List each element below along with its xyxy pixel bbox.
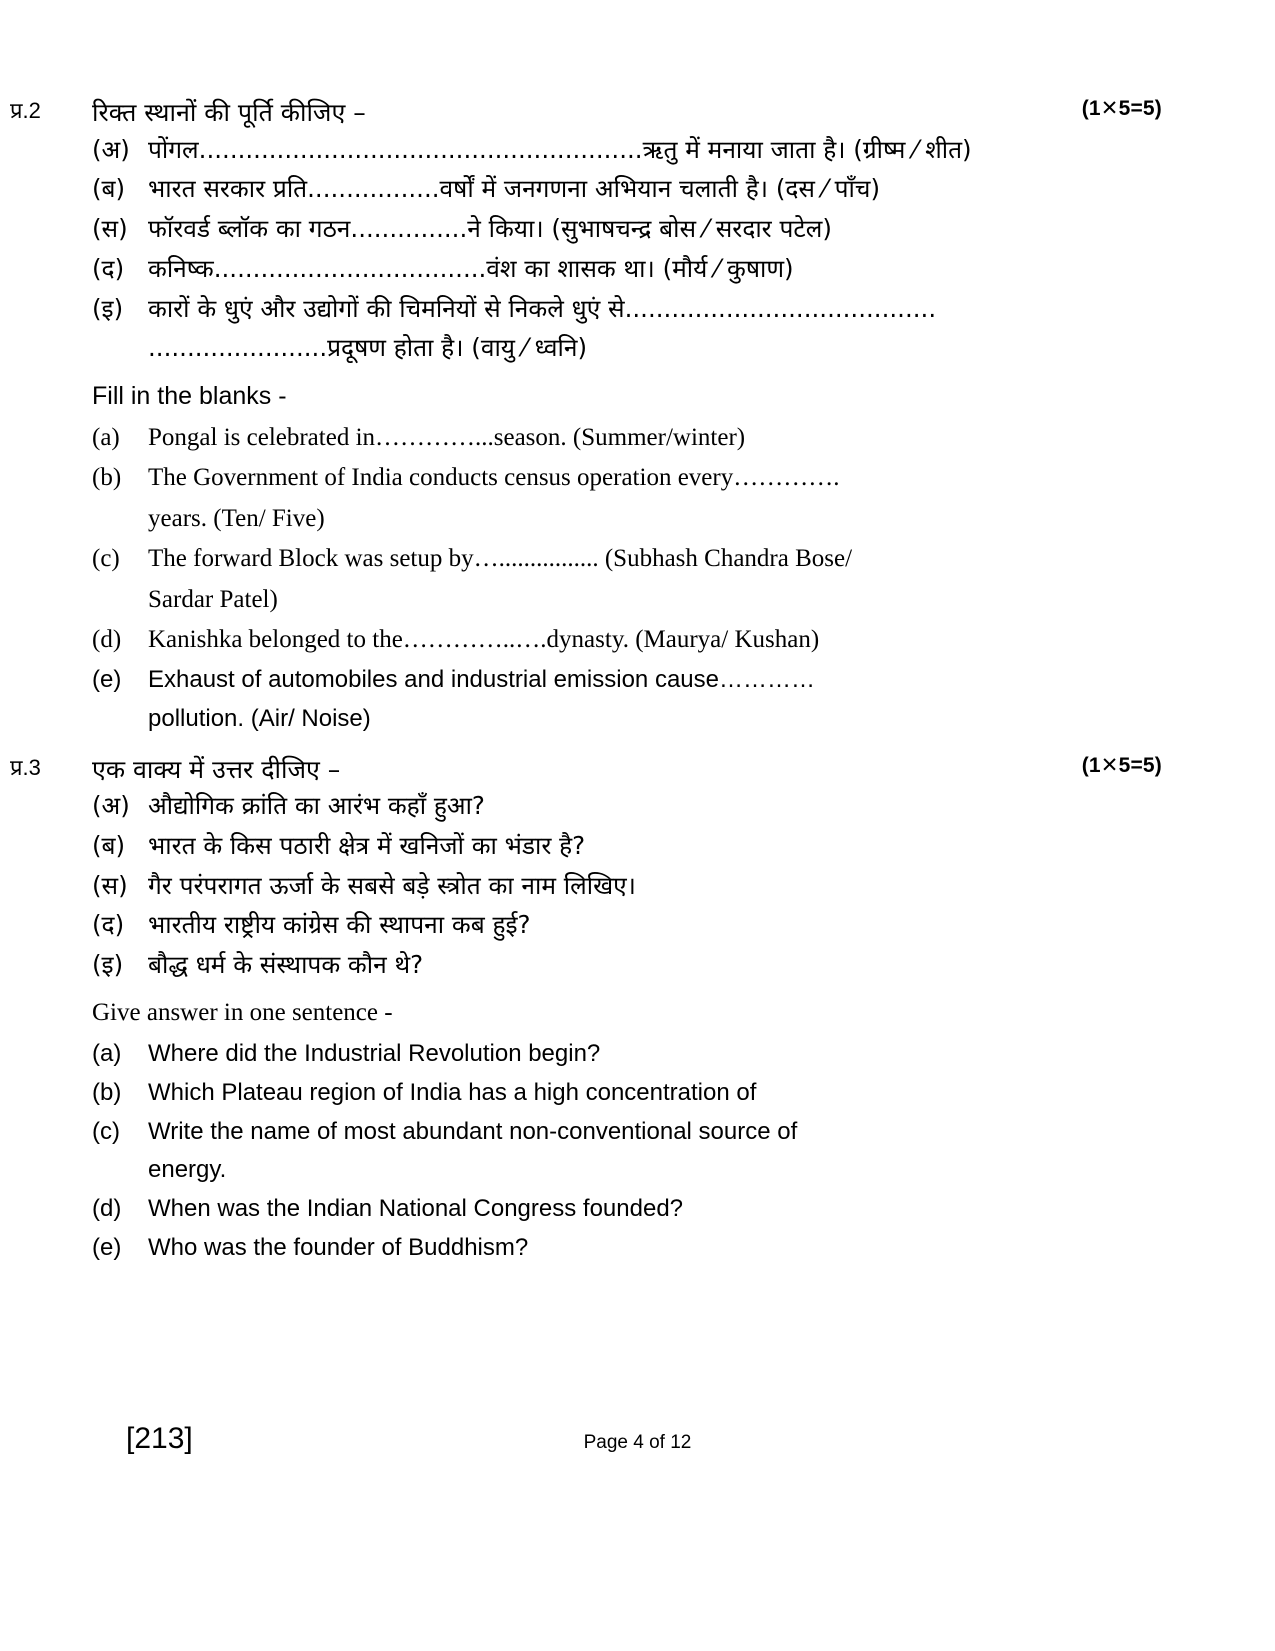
item-label: (e) (92, 1234, 122, 1262)
item-text: पोंगल.........................................................ऋतु में मनाया जाता है। (ग्रीष्म ⁄ शीत) (148, 134, 972, 164)
item-label: (द) (92, 253, 125, 283)
page-footer (0, 1424, 1275, 1484)
question-3-heading-row (0, 753, 1275, 787)
q2-item-en-b-continuation: years. (Ten/ Five) (148, 504, 325, 532)
item-label: (इ) (92, 293, 124, 323)
item-label: (ब) (92, 831, 126, 861)
item-label: (c) (92, 545, 120, 573)
item-text: फॉरवर्ड ब्लॉक का गठन...............ने किया। (सुभाषचन्द्र बोस ⁄ सरदार पटेल) (148, 214, 832, 244)
q2-item-en-e-continuation: pollution. (Air/ Noise) (148, 704, 371, 732)
item-label: (द) (92, 910, 125, 940)
q2-item-hi-e (92, 289, 1275, 329)
item-label: (अ) (92, 134, 130, 164)
page-number: Page 4 of 12 (583, 1432, 692, 1453)
item-label: (b) (92, 1078, 122, 1106)
q3-item-hi-e (92, 945, 1275, 985)
q3-item-en-c-continuation: energy. (148, 1156, 227, 1184)
item-text: औद्योगिक क्रांति का आरंभ कहाँ हुआ? (148, 791, 485, 821)
q2-item-hi-d (92, 249, 1275, 289)
item-text: कनिष्क...................................वंश का शासक था। (मौर्य ⁄ कुषाण) (148, 253, 794, 283)
q2-item-en-c (92, 539, 1275, 580)
item-text: Which Plateau region of India has a high concentration of (148, 1078, 757, 1106)
item-label: (स) (92, 870, 128, 900)
q3-item-en-d (92, 1190, 1275, 1229)
q2-item-hi-e-continuation: .......................प्रदूषण होता है। (वायु ⁄ ध्वनि) (148, 333, 588, 363)
q2-heading-english: Fill in the blanks - (92, 381, 287, 410)
item-text: Exhaust of automobiles and industrial emission cause………… (148, 665, 815, 693)
q3-heading-english: Give answer in one sentence - (92, 998, 393, 1026)
item-label: (a) (92, 1039, 122, 1067)
q3-item-en-b (92, 1074, 1275, 1113)
q2-item-hi-c (92, 209, 1275, 249)
question-2-heading-hindi: रिक्त स्थानों की पूर्ति कीजिए – (92, 98, 366, 127)
item-text: The forward Block was setup by…................ (Subhash Chandra Bose/ (148, 545, 853, 573)
item-text: Who was the founder of Buddhism? (148, 1234, 529, 1262)
question-2-number: प्र.2 (10, 98, 41, 123)
item-label: (d) (92, 1195, 122, 1223)
q3-item-en-e (92, 1229, 1275, 1268)
item-label: (अ) (92, 791, 130, 821)
item-label: (इ) (92, 950, 124, 980)
item-label: (स) (92, 214, 128, 244)
item-text: बौद्ध धर्म के संस्थापक कौन थे? (148, 950, 424, 980)
q3-item-en-a (92, 1035, 1275, 1074)
q2-item-en-d (92, 620, 1275, 661)
item-text: भारत के किस पठारी क्षेत्र में खनिजों का भंडार है? (148, 831, 586, 861)
q2-item-en-c-continuation: Sardar Patel) (148, 585, 278, 613)
item-text: भारतीय राष्ट्रीय कांग्रेस की स्थापना कब हुई? (148, 910, 531, 940)
item-text: Where did the Industrial Revolution begin? (148, 1039, 601, 1067)
page-content (0, 96, 1275, 1268)
question-3-number: प्र.3 (10, 754, 41, 780)
item-label: (e) (92, 665, 122, 693)
item-label: (ब) (92, 174, 126, 204)
item-text: The Government of India conducts census operation every…………. (148, 464, 840, 492)
q3-item-hi-b (92, 826, 1275, 866)
q3-item-hi-c (92, 866, 1275, 906)
paper-code: [213] (126, 1422, 193, 1455)
item-label: (a) (92, 423, 120, 451)
item-label: (b) (92, 464, 122, 492)
question-3-heading-hindi: एक वाक्य में उत्तर दीजिए – (92, 754, 341, 784)
question-2-heading-row (0, 96, 1275, 130)
q2-item-en-e (92, 661, 1275, 700)
item-text: When was the Indian National Congress founded? (148, 1195, 684, 1223)
q3-item-hi-a (92, 786, 1275, 826)
item-label: (d) (92, 626, 122, 654)
q3-item-hi-d (92, 905, 1275, 945)
q3-item-en-c (92, 1113, 1275, 1152)
item-text: Pongal is celebrated in…………...season. (Summer/winter) (148, 423, 746, 451)
q2-item-hi-a (92, 130, 1275, 170)
item-text: Write the name of most abundant non-conventional source of (148, 1117, 798, 1145)
q2-item-en-b (92, 458, 1275, 499)
q2-item-hi-b (92, 169, 1275, 209)
item-text: कारों के धुएं और उद्योगों की चिमनियों से निकले धुएं से........................................ (148, 293, 937, 323)
question-2-marks: (1✕5=5) (1081, 97, 1162, 120)
item-text: भारत सरकार प्रति.................वर्षों में जनगणना अभियान चलाती है। (दस ⁄ पाँच) (148, 174, 881, 204)
item-text: Kanishka belonged to the…………..….dynasty. (Maurya/ Kushan) (148, 626, 820, 654)
question-3-marks: (1✕5=5) (1081, 753, 1162, 777)
q2-item-en-a (92, 418, 1275, 459)
item-label: (c) (92, 1117, 120, 1145)
item-text: गैर परंपरागत ऊर्जा के सबसे बड़े स्त्रोत का नाम लिखिए। (148, 870, 636, 900)
